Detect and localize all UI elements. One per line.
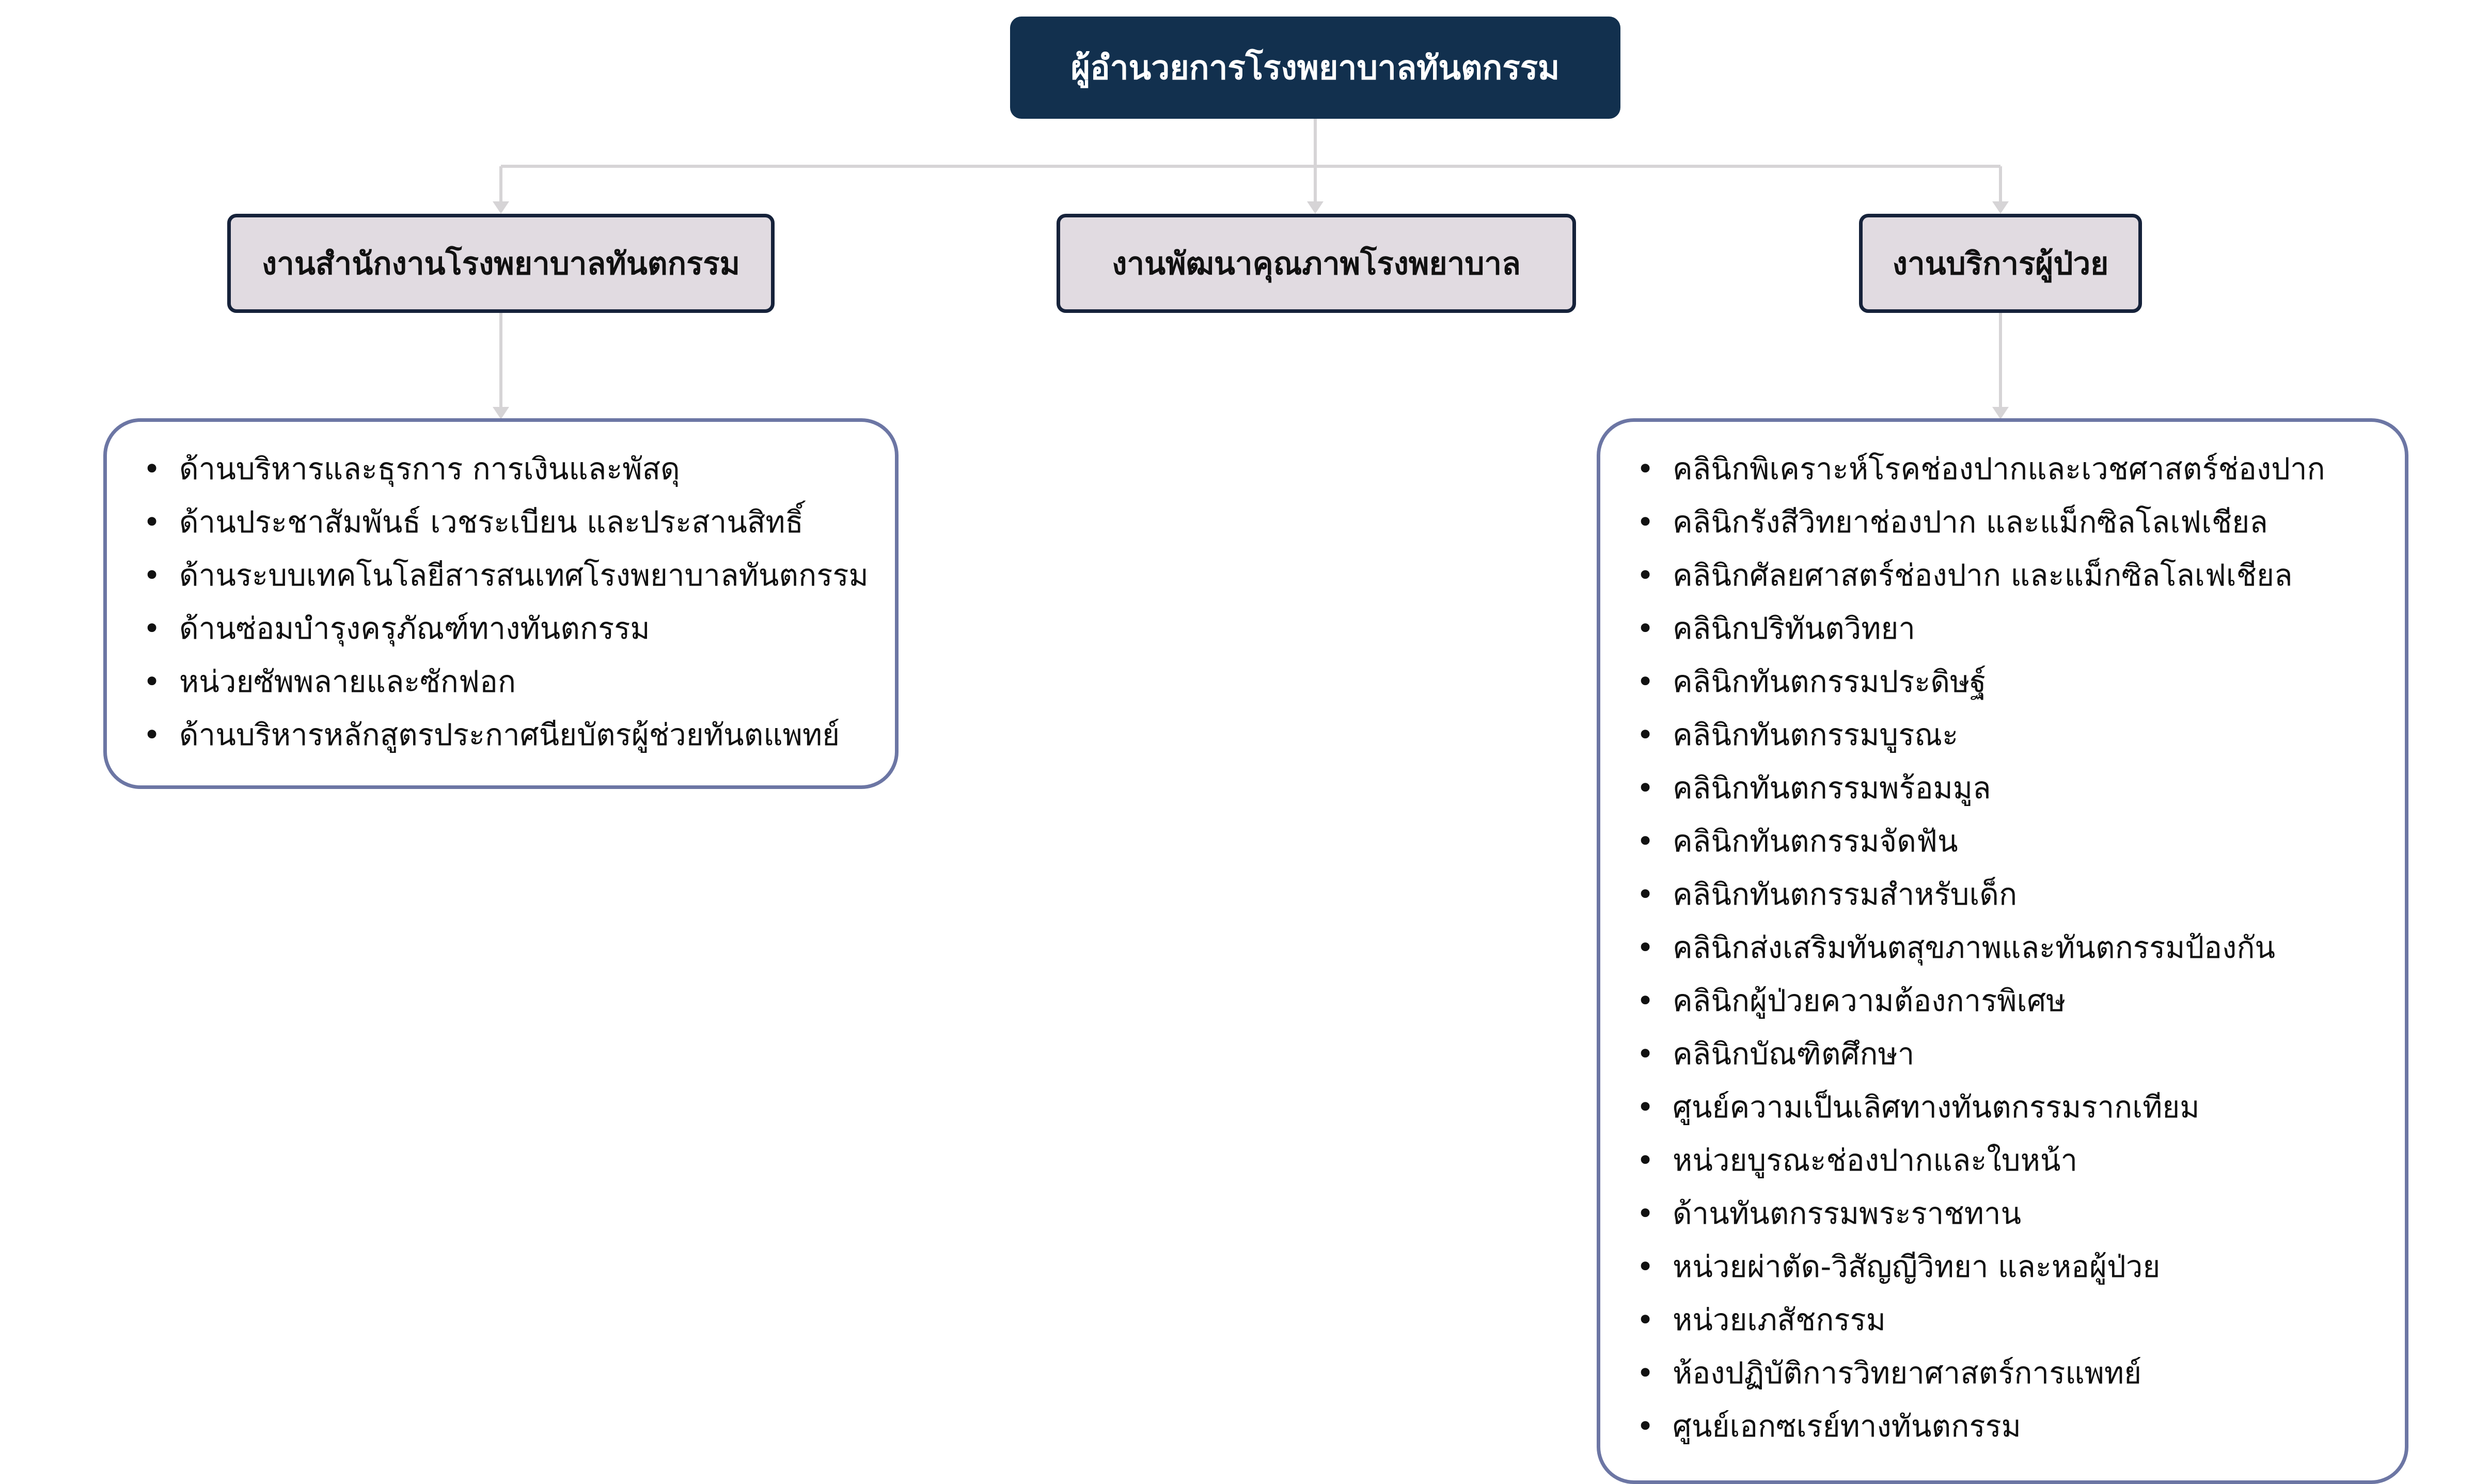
bullet-icon: • <box>1636 1143 1655 1178</box>
list-item <box>1636 1400 2384 1453</box>
bullet-icon: • <box>1636 770 1655 806</box>
bullet-icon: • <box>143 558 161 593</box>
service-unit-label: คลินิกทันตกรรมประดิษฐ์ <box>1673 664 1987 699</box>
list-item <box>1636 602 2384 655</box>
bullet-icon: • <box>143 717 161 752</box>
list-item <box>1636 443 2384 496</box>
service-unit-label: ศูนย์เอกซเรย์ทางทันตกรรม <box>1673 1409 2021 1444</box>
list-item <box>1636 655 2384 708</box>
list-item <box>1636 1028 2384 1081</box>
service-unit-label: หน่วยผ่าตัด-วิสัญญีวิทยา และหอผู้ป่วย <box>1673 1249 2161 1284</box>
bullet-icon: • <box>1636 1090 1655 1125</box>
list-item <box>143 496 874 549</box>
bullet-icon: • <box>1636 717 1655 752</box>
service-unit-label: ห้องปฏิบัติการวิทยาศาสตร์การแพทย์ <box>1673 1355 2142 1391</box>
arrowhead-service <box>1992 201 2009 214</box>
service-unit-label: ด้านทันตกรรมพระราชทาน <box>1673 1196 2022 1231</box>
office-units-box <box>103 418 899 789</box>
bullet-icon: • <box>1636 1302 1655 1337</box>
bullet-icon: • <box>1636 451 1655 486</box>
bullet-icon: • <box>143 611 161 646</box>
office-unit-label: ด้านระบบเทคโนโลยีสารสนเทศโรงพยาบาลทันตกรรม <box>179 558 869 593</box>
bullet-icon: • <box>1636 664 1655 699</box>
bullet-icon: • <box>1636 1355 1655 1391</box>
service-unit-label: หน่วยบูรณะช่องปากและใบหน้า <box>1673 1143 2078 1178</box>
director-label: ผู้อำนวยการโรงพยาบาลทันตกรรม <box>1070 49 1560 87</box>
list-item <box>1636 1293 2384 1347</box>
bullet-icon: • <box>1636 1409 1655 1444</box>
bullet-icon: • <box>1636 983 1655 1018</box>
list-item <box>143 655 874 708</box>
dept-office-label: งานสำนักงานโรงพยาบาลทันตกรรม <box>261 245 741 282</box>
list-item <box>143 708 874 762</box>
bullet-icon: • <box>1636 1036 1655 1071</box>
bullet-icon: • <box>1636 1196 1655 1231</box>
office-unit-label: ด้านซ่อมบำรุงครุภัณฑ์ทางทันตกรรม <box>179 611 650 646</box>
list-item <box>1636 1347 2384 1400</box>
list-item <box>1636 921 2384 974</box>
service-unit-label: คลินิกศัลยศาสตร์ช่องปาก และแม็กซิลโลเฟเชียล <box>1673 558 2293 593</box>
service-unit-label: คลินิกทันตกรรมจัดฟัน <box>1673 824 1958 859</box>
arrowhead-office-list <box>493 407 509 419</box>
dept-service-label: งานบริการผู้ป่วย <box>1892 245 2109 282</box>
list-item <box>1636 815 2384 868</box>
bullet-icon: • <box>143 664 161 699</box>
bullet-icon: • <box>1636 1249 1655 1284</box>
bullet-icon: • <box>143 504 161 540</box>
service-unit-label: คลินิกทันตกรรมบูรณะ <box>1673 717 1959 752</box>
list-item <box>1636 549 2384 602</box>
service-unit-label: คลินิกทันตกรรมพร้อมมูล <box>1673 770 1991 806</box>
bullet-icon: • <box>1636 611 1655 646</box>
bullet-icon: • <box>143 451 161 486</box>
service-unit-label: คลินิกส่งเสริมทันตสุขภาพและทันตกรรมป้องกัน <box>1673 930 2276 965</box>
dept-quality-node <box>1057 214 1576 313</box>
director-node <box>1010 17 1620 119</box>
bullet-icon: • <box>1636 930 1655 965</box>
office-units-list <box>143 443 874 762</box>
dept-office-node <box>227 214 775 313</box>
list-item <box>1636 1134 2384 1187</box>
list-item <box>143 549 874 602</box>
bullet-icon: • <box>1636 824 1655 859</box>
dept-quality-label: งานพัฒนาคุณภาพโรงพยาบาล <box>1112 245 1521 282</box>
list-item <box>1636 1187 2384 1240</box>
service-unit-label: คลินิกผู้ป่วยความต้องการพิเศษ <box>1673 983 2066 1018</box>
bullet-icon: • <box>1636 504 1655 540</box>
service-unit-label: คลินิกทันตกรรมสำหรับเด็ก <box>1673 877 2018 912</box>
arrowhead-office <box>493 201 509 214</box>
list-item <box>1636 1081 2384 1134</box>
office-unit-label: ด้านประชาสัมพันธ์ เวชระเบียน และประสานสิทธิ์ <box>179 504 804 540</box>
list-item <box>1636 496 2384 549</box>
service-unit-label: คลินิกพิเคราะห์โรคช่องปากและเวชศาสตร์ช่องปาก <box>1673 451 2325 486</box>
list-item <box>143 443 874 496</box>
office-unit-label: หน่วยซัพพลายและซักฟอก <box>179 664 516 699</box>
service-unit-label: หน่วยเภสัชกรรม <box>1673 1302 1886 1337</box>
service-units-box <box>1597 418 2408 1484</box>
bullet-icon: • <box>1636 877 1655 912</box>
list-item <box>143 602 874 655</box>
service-units-list <box>1636 443 2384 1453</box>
service-unit-label: ศูนย์ความเป็นเลิศทางทันตกรรมรากเทียม <box>1673 1090 2200 1125</box>
office-unit-label: ด้านบริหารและธุรการ การเงินและพัสดุ <box>179 451 680 486</box>
list-item <box>1636 762 2384 815</box>
list-item <box>1636 1240 2384 1293</box>
arrowhead-quality <box>1307 201 1324 214</box>
dept-service-node <box>1859 214 2142 313</box>
list-item <box>1636 974 2384 1028</box>
arrowhead-service-list <box>1992 407 2009 419</box>
bullet-icon: • <box>1636 558 1655 593</box>
list-item <box>1636 708 2384 762</box>
service-unit-label: คลินิกปริทันตวิทยา <box>1673 611 1915 646</box>
service-unit-label: คลินิกรังสีวิทยาช่องปาก และแม็กซิลโลเฟเชียล <box>1673 504 2268 540</box>
office-unit-label: ด้านบริหารหลักสูตรประกาศนียบัตรผู้ช่วยทันตแพทย์ <box>179 717 840 752</box>
list-item <box>1636 868 2384 921</box>
service-unit-label: คลินิกบัณฑิตศึกษา <box>1673 1036 1915 1071</box>
